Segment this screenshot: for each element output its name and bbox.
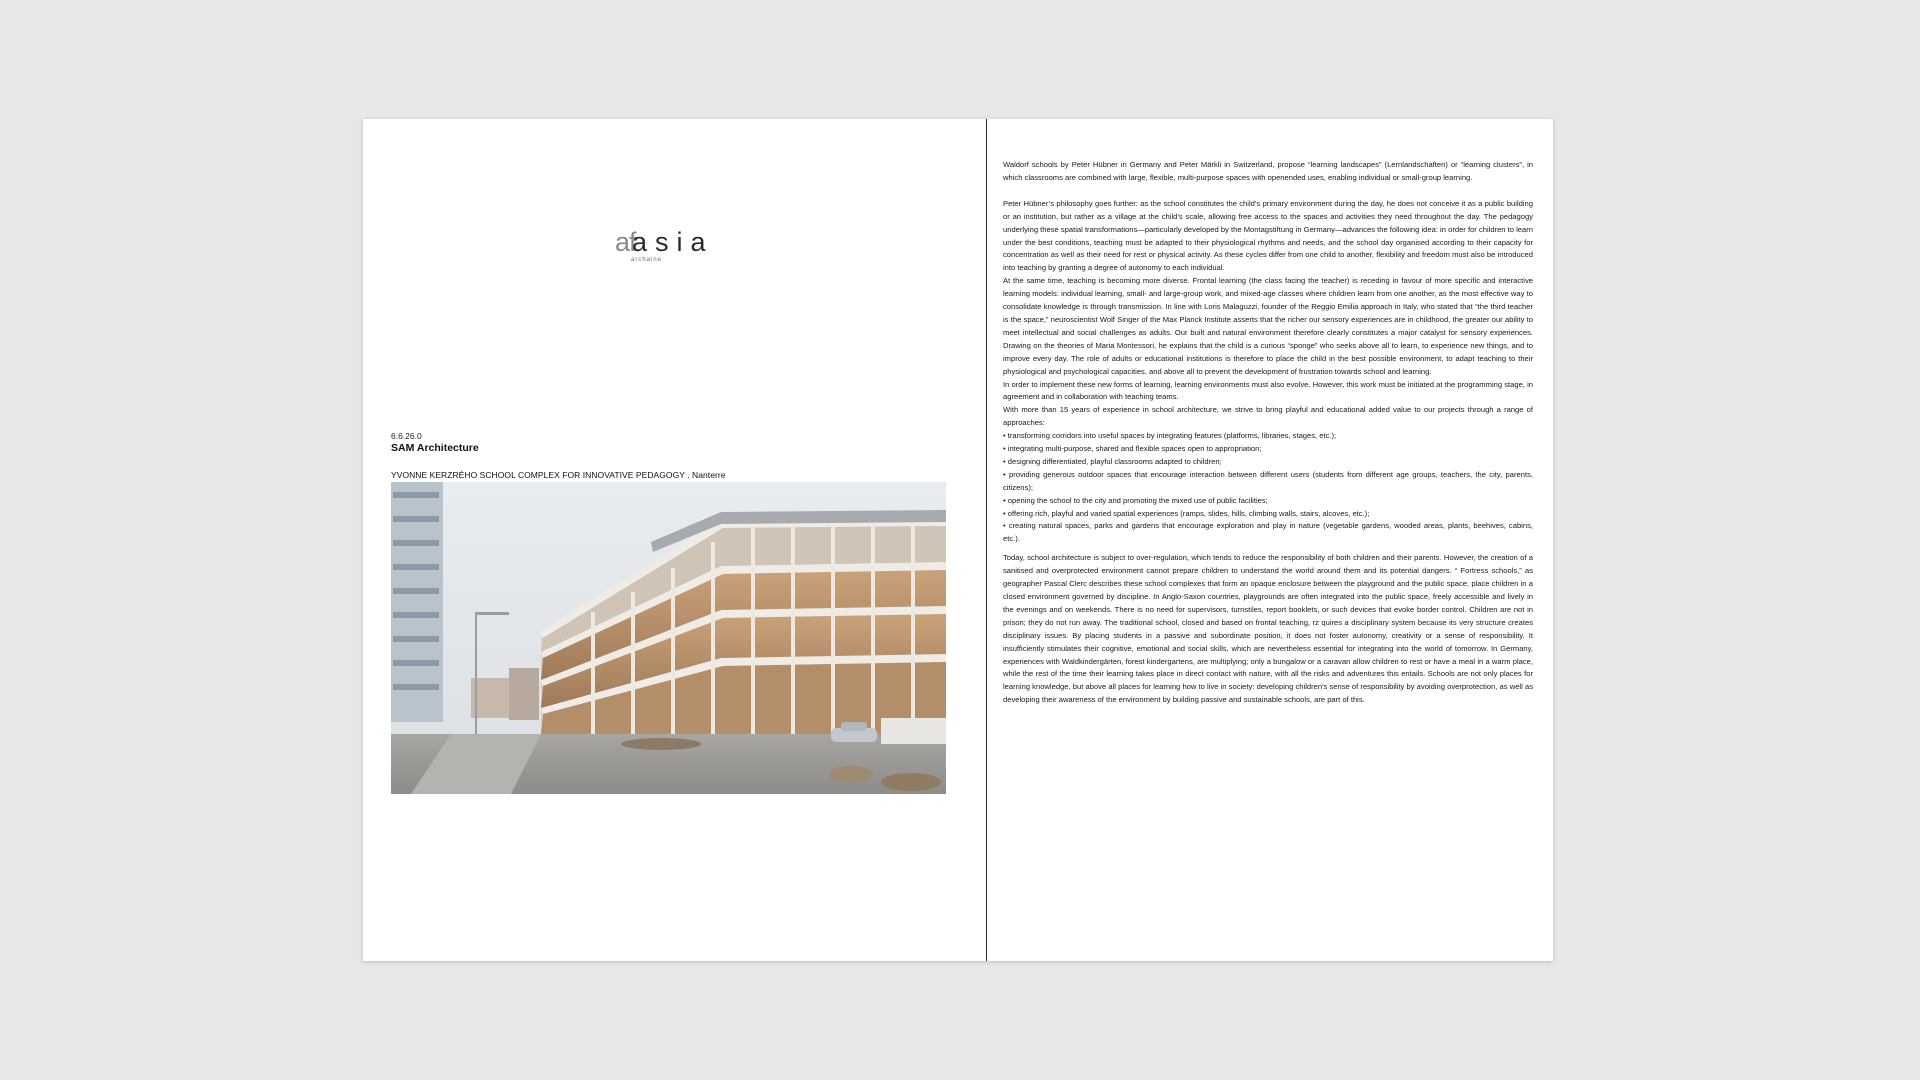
right-page — [987, 119, 1553, 961]
paragraph: At the same time, teaching is becoming more diverse. Frontal learning (the class facing the teacher) is receding in favour of more specific and interactive learning models: individual learning, small- and large-group work, and mixed-age classes where children learn from one another, as the most effective way to consolidate knowledge is through transmission. In line with Loris Malaguzzi, founder of the Reggio Emilia approach in Italy, who stated that “the third teacher is the space,” neuroscientist Wolf Singer of the Max Planck Institute asserts that the richer our sensory experiences are in childhood, the greater our ability to meet intellectual and social challenges as adults. Our built and natural environment therefore clearly constitutes a major catalyst for sensory experiences. Drawing on the theories of Maria Montessori, he explains that the child is a curious “sponge” who seeks above all to learn, to experience new things, and to improve every day. The role of adults or educational institutions is therefore to place the child in the best possible environment, to adapt teaching to their physiological and psychological capacities, and above all to prevent the development of frustration towards school and learning. — [1003, 276, 1533, 376]
logo-sub: archaine — [631, 257, 663, 263]
left-page — [363, 119, 987, 961]
article-text — [1003, 159, 1533, 707]
list-item: • transforming corridors into useful spaces by integrating features (platforms, libraries, stages, etc.); — [1003, 431, 1337, 441]
list-item: • creating natural spaces, parks and gardens that encourage exploration and play in nature (vegetable gardens, wooded areas, plants, beehives, cabins, etc.). — [1003, 521, 1533, 544]
magazine-spread — [363, 119, 1553, 961]
firm-name: SAM Architecture — [391, 442, 479, 454]
list-item: • integrating multi-purpose, shared and flexible spaces open to appropriation; — [1003, 444, 1262, 454]
paragraph: In order to implement these new forms of learning, learning environments must also evolve. However, this work must be initiated at the programming stage, in agreement and in collaboration with teaching teams. — [1003, 379, 1533, 402]
list-item: • designing differentiated, playful classrooms adapted to children; — [1003, 456, 1222, 466]
list-item: • opening the school to the city and promoting the mixed use of public facilities; — [1003, 495, 1268, 505]
issue-number: 6.6.26.0 — [391, 431, 422, 441]
project-title: YVONNE KERZRÉHO SCHOOL COMPLEX FOR INNOVATIVE PEDAGOGY . Nanterre — [391, 470, 726, 480]
list-item: • offering rich, playful and varied spatial experiences (ramps, slides, hills, climbing walls, stairs, alcoves, etc.); — [1003, 508, 1370, 518]
afasia-logo — [615, 227, 765, 267]
logo-af: af — [615, 227, 636, 257]
paragraph: Today, school architecture is subject to over-regulation, which tends to reduce the responsibility of both children and their parents. However, the creation of a sanitised and overprotected environment cannot prepare children to understand the world around them and its potential dangers. “ Fortress schools,” as geographer Pascal Clerc describes these school complexes that form an opaque enclosure between the playground and the public space, place children in a closed environment governed by discipline. In Anglo-Saxon countries, playgrounds are often integrated into the public space, freely accessible and lively in the evenings and on weekends. There is no need for supervisors, turnstiles, report booklets, or such devices that evoke border control. Children are not in prison; they do not run away. The traditional school, closed and based on frontal teaching, rz quires a disciplinary system because its very structure creates disciplinary issues. By placing students in a passive and subordinate position, it does not foster autonomy, creativity or a sense of responsibility. It insufficiently stimulates their cognitive, emotional and social skills, which are nevertheless essential for integrating into the world of tomorrow. In Germany, experiences with Waldkindergärten, forest kindergartens, are multiplying; only a bungalow or a caravan allow children to rest or have a meal in a warm place, while the rest of the time their learning takes place in direct contact with nature, with all the risks and adventures this entails. Schools are not only places for learning knowledge, but above all places for learning how to live in society: developing children's sense of responsibility by avoiding overprotection, as well as developing their awareness of the environment by building passive and sustainable schools, are part of this. — [1003, 553, 1533, 705]
list-item: • providing generous outdoor spaces that encourage interaction between different users (students from different age groups, teachers, the city, parents, citizens); — [1003, 469, 1533, 492]
paragraph: With more than 15 years of experience in school architecture, we strive to bring playful and educational added value to our projects through a range of approaches: — [1003, 405, 1533, 428]
logo-asia: asia — [632, 227, 714, 257]
paragraph: Peter Hübner’s philosophy goes further: as the school constitutes the child’s primary environment during the day, he does not conceive it as a public building or an institution, but rather as a village at the child’s scale, allowing free access to the spaces and activities they need throughout the day. The pedagogy underlying these spatial transformations—particularly developed by the Montagstiftung in Germany—advances the following idea: in order for children to learn under the best conditions, teaching must be adapted to their physiological rhythms and needs, and the school day organised according to their capacity for concentration as well as their need for rest or physical activity. As these cycles differ from one child to another, flexibility and freedom must also be introduced into teaching by granting a degree of autonomy to each individual. — [1003, 198, 1533, 273]
building-photo — [391, 482, 946, 794]
paragraph: Waldorf schools by Peter Hübner in Germany and Peter Märkli in Switzerland, propose “learning landscapes” (Lernlandschaften) or “learning clusters”, in which classrooms are combined with large, flexible, multi-purpose spaces with openended uses, enabling individual or small-group learning. — [1003, 160, 1533, 182]
